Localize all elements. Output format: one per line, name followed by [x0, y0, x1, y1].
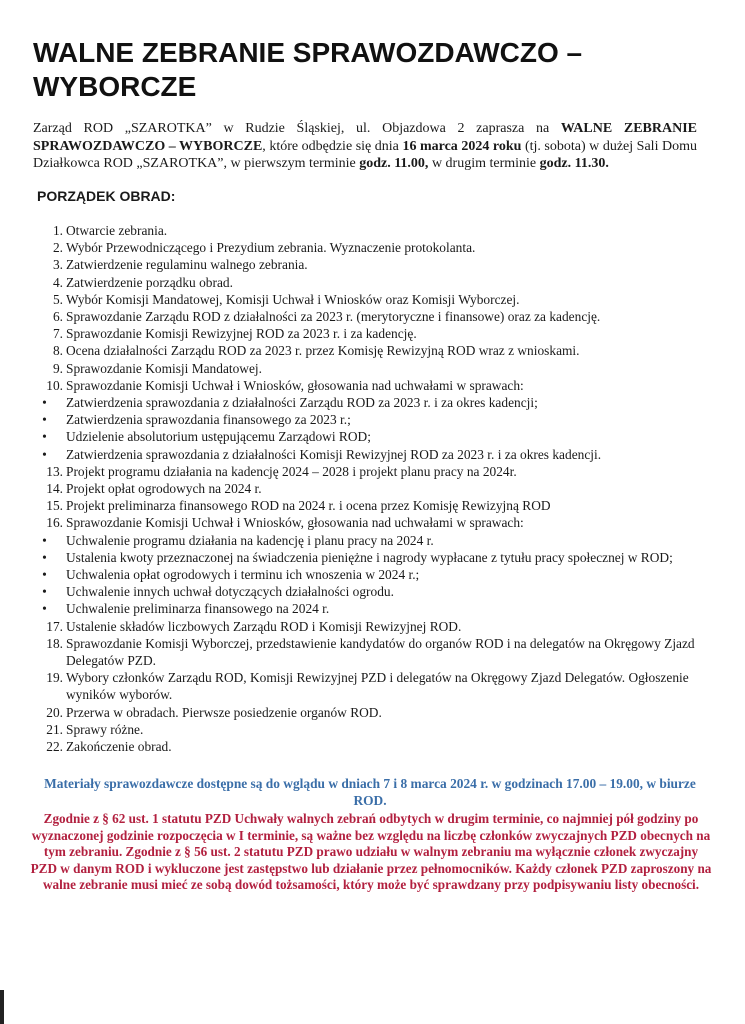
agenda-item — [35, 411, 695, 428]
agenda-item-marker: • — [42, 412, 47, 428]
intro-second-time: godz. 11.30. — [539, 156, 609, 171]
agenda-item-text: Zatwierdzenia sprawozdania z działalności Zarządu ROD za 2023 r. i za okres kadencji; — [66, 395, 538, 411]
agenda-item — [35, 222, 695, 239]
agenda-item-marker: • — [42, 532, 47, 548]
agenda-heading: PORZĄDEK OBRAD: — [37, 188, 176, 204]
agenda-item-marker: • — [42, 549, 47, 565]
agenda-item-text: Przerwa w obradach. Pierwsze posiedzenie organów ROD. — [66, 704, 382, 720]
intro-first-time: godz. 11.00, — [359, 156, 429, 171]
agenda-item-text: Udzielenie absolutorium ustępującemu Zarządowi ROD; — [66, 429, 371, 445]
agenda-item — [35, 721, 695, 738]
agenda-item-marker: • — [42, 429, 47, 445]
intro-text-3: (tj. sobota) w dużej Sali Domu Działkowca ROD „SZAROTKA”, w pierwszym terminie — [33, 138, 697, 171]
intro-text-4: w drugim terminie — [428, 156, 540, 171]
agenda-item-text: Zatwierdzenie porządku obrad. — [66, 274, 233, 290]
agenda-item — [35, 514, 695, 531]
agenda-item-marker: • — [42, 446, 47, 462]
agenda-item-marker: 18. — [46, 635, 63, 651]
agenda-item-marker: 1. — [52, 223, 63, 238]
agenda-item — [35, 291, 695, 308]
agenda-item-marker: 15. — [46, 498, 63, 514]
agenda-item-text: Zatwierdzenie regulaminu walnego zebrania. — [66, 257, 308, 273]
agenda-item — [35, 274, 695, 291]
agenda-item-text: Sprawozdanie Komisji Mandatowej. — [66, 360, 262, 376]
agenda-item-text: Uchwalenie innych uchwał dotyczących działalności ogrodu. — [66, 584, 394, 600]
agenda-item-text: Ocena działalności Zarządu ROD za 2023 r. przez Komisję Rewizyjną ROD wraz z wnioskami. — [66, 343, 580, 359]
agenda-item — [35, 446, 695, 463]
statute-notice: Zgodnie z § 62 ust. 1 statutu PZD Uchwały walnych zebrań odbytych w drugim terminie, co najmniej pół godziny po wyznaczonej godzinie rozpoczęcia w I terminie, są ważne bez względu na liczbę członków zwyczajnych PZD obecnych na tym zebraniu. Zgodnie z § 56 ust. 2 statutu PZD prawo udziału w walnym zebraniu ma wyłącznie członek zwyczajny PZD w danym ROD i wykluczone jest zastępstwo lub działanie przez pełnomocników. Każdy członek PZD zaproszony na walne zebranie musi mieć ze sobą dowód tożsamości, który może być sprawdzany przy podpisywaniu listy obecności. — [30, 811, 712, 893]
agenda-item-text: Uchwalenia opłat ogrodowych i terminu ich wnoszenia w 2024 r.; — [66, 567, 420, 583]
intro-meeting-name: WALNE ZEBRANIE SPRAWOZDAWCZO – WYBORCZE — [33, 121, 697, 154]
agenda-item — [35, 635, 695, 669]
agenda-item-marker: 13. — [46, 463, 63, 479]
agenda-list — [35, 222, 695, 755]
intro-text-1: Zarząd ROD „SZAROTKA” w Rudzie Śląskiej, ul. Objazdowa 2 zaprasza na — [33, 121, 561, 136]
agenda-item-text: Ustalenia kwoty przeznaczonej na świadczenia pieniężne i nagrody wypłacane z tytułu pracy społecznej w ROD; — [66, 549, 673, 565]
agenda-item — [35, 549, 695, 566]
agenda-item — [35, 480, 695, 497]
agenda-item-marker: 3. — [52, 257, 63, 273]
agenda-item-marker: • — [42, 567, 47, 583]
agenda-item — [35, 360, 695, 377]
agenda-item-marker: 21. — [46, 721, 63, 737]
agenda-item-marker: 2. — [52, 240, 63, 256]
agenda-item-marker: • — [42, 395, 47, 411]
agenda-item — [35, 394, 695, 411]
agenda-item-text: Projekt programu działania na kadencję 2024 – 2028 i projekt planu pracy na 2024r. — [66, 463, 517, 479]
agenda-item-text: Sprawozdanie Komisji Uchwał i Wniosków, głosowania nad uchwałami w sprawach: — [66, 377, 524, 393]
agenda-item-marker: 4. — [52, 274, 63, 290]
agenda-item-marker: 17. — [46, 618, 63, 634]
agenda-item-text: Sprawozdanie Komisji Wyborczej, przedstawienie kandydatów do organów ROD i na delegatów na Okręgowy Zjazd Delegatów PZD. — [66, 635, 695, 669]
agenda-item-marker: 19. — [46, 670, 63, 686]
agenda-item — [35, 566, 695, 583]
agenda-item-marker: 14. — [46, 481, 63, 497]
agenda-item-text: Sprawozdanie Zarządu ROD z działalności za 2023 r. (merytoryczne i finansowe) oraz za kadencję. — [66, 309, 601, 325]
materials-notice: Materiały sprawozdawcze dostępne są do wglądu w dniach 7 i 8 marca 2024 r. w godzinach 17.00 – 19.00, w biurze ROD. — [44, 776, 696, 808]
document-title: WALNE ZEBRANIE SPRAWOZDAWCZO – WYBORCZE — [33, 37, 583, 102]
agenda-item-marker: 16. — [46, 515, 63, 531]
agenda-item-text: Wybór Przewodniczącego i Prezydium zebrania. Wyznaczenie protokolanta. — [66, 240, 476, 256]
agenda-item — [35, 600, 695, 617]
agenda-item — [35, 342, 695, 359]
agenda-item — [35, 308, 695, 325]
agenda-item — [35, 738, 695, 755]
agenda-item — [35, 669, 695, 703]
agenda-item-text: Zatwierdzenia sprawozdania finansowego za 2023 r.; — [66, 412, 351, 428]
agenda-item — [35, 618, 695, 635]
agenda-item-marker: 10. — [46, 377, 63, 393]
agenda-item-text: Zakończenie obrad. — [66, 739, 172, 755]
agenda-item — [35, 497, 695, 514]
agenda-item — [35, 704, 695, 721]
agenda-item-marker: 6. — [52, 309, 63, 325]
agenda-item-text: Wybór Komisji Mandatowej, Komisji Uchwał i Wniosków oraz Komisji Wyborczej. — [66, 291, 520, 307]
agenda-item — [35, 377, 695, 394]
agenda-item — [35, 239, 695, 256]
scan-edge-mark — [0, 990, 4, 1024]
agenda-item-marker: 9. — [52, 360, 63, 376]
intro-date: 16 marca 2024 roku — [402, 138, 522, 154]
agenda-item — [35, 256, 695, 273]
agenda-item-text: Ustalenie składów liczbowych Zarządu ROD i Komisji Rewizyjnej ROD. — [66, 618, 462, 634]
agenda-item-marker: • — [42, 584, 47, 600]
agenda-item — [35, 428, 695, 445]
agenda-item-text: Otwarcie zebrania. — [66, 223, 168, 238]
agenda-item-marker: 7. — [52, 326, 63, 342]
agenda-item-marker: 8. — [52, 343, 63, 359]
agenda-item-text: Uchwalenie preliminarza finansowego na 2024 r. — [66, 601, 330, 617]
agenda-item — [35, 325, 695, 342]
agenda-item-marker: • — [42, 601, 47, 617]
agenda-item — [35, 463, 695, 480]
agenda-item-text: Wybory członków Zarządu ROD, Komisji Rewizyjnej PZD i delegatów na Okręgowy Zjazd Delegatów. Ogłoszenie wyników wyborów. — [66, 670, 689, 703]
intro-text-2: , które odbędzie się dnia — [262, 138, 403, 154]
agenda-item — [35, 583, 695, 600]
agenda-item-marker: 22. — [46, 739, 63, 755]
agenda-item-text: Projekt preliminarza finansowego ROD na 2024 r. i ocena przez Komisję Rewizyjną ROD — [66, 498, 551, 514]
agenda-item — [35, 532, 695, 549]
agenda-item-text: Sprawy różne. — [66, 721, 144, 737]
agenda-item-text: Zatwierdzenia sprawozdania z działalności Komisji Rewizyjnej ROD za 2023 r. i za okres kadencji. — [66, 446, 602, 462]
agenda-item-text: Uchwalenie programu działania na kadencję i planu pracy na 2024 r. — [66, 532, 434, 548]
agenda-item-text: Sprawozdanie Komisji Rewizyjnej ROD za 2023 r. i za kadencję. — [66, 326, 417, 342]
agenda-item-text: Sprawozdanie Komisji Uchwał i Wniosków, głosowania nad uchwałami w sprawach: — [66, 515, 524, 531]
intro-paragraph — [33, 120, 697, 173]
agenda-item-text: Projekt opłat ogrodowych na 2024 r. — [66, 481, 262, 497]
agenda-item-marker: 20. — [46, 704, 63, 720]
agenda-item-marker: 5. — [52, 291, 63, 307]
